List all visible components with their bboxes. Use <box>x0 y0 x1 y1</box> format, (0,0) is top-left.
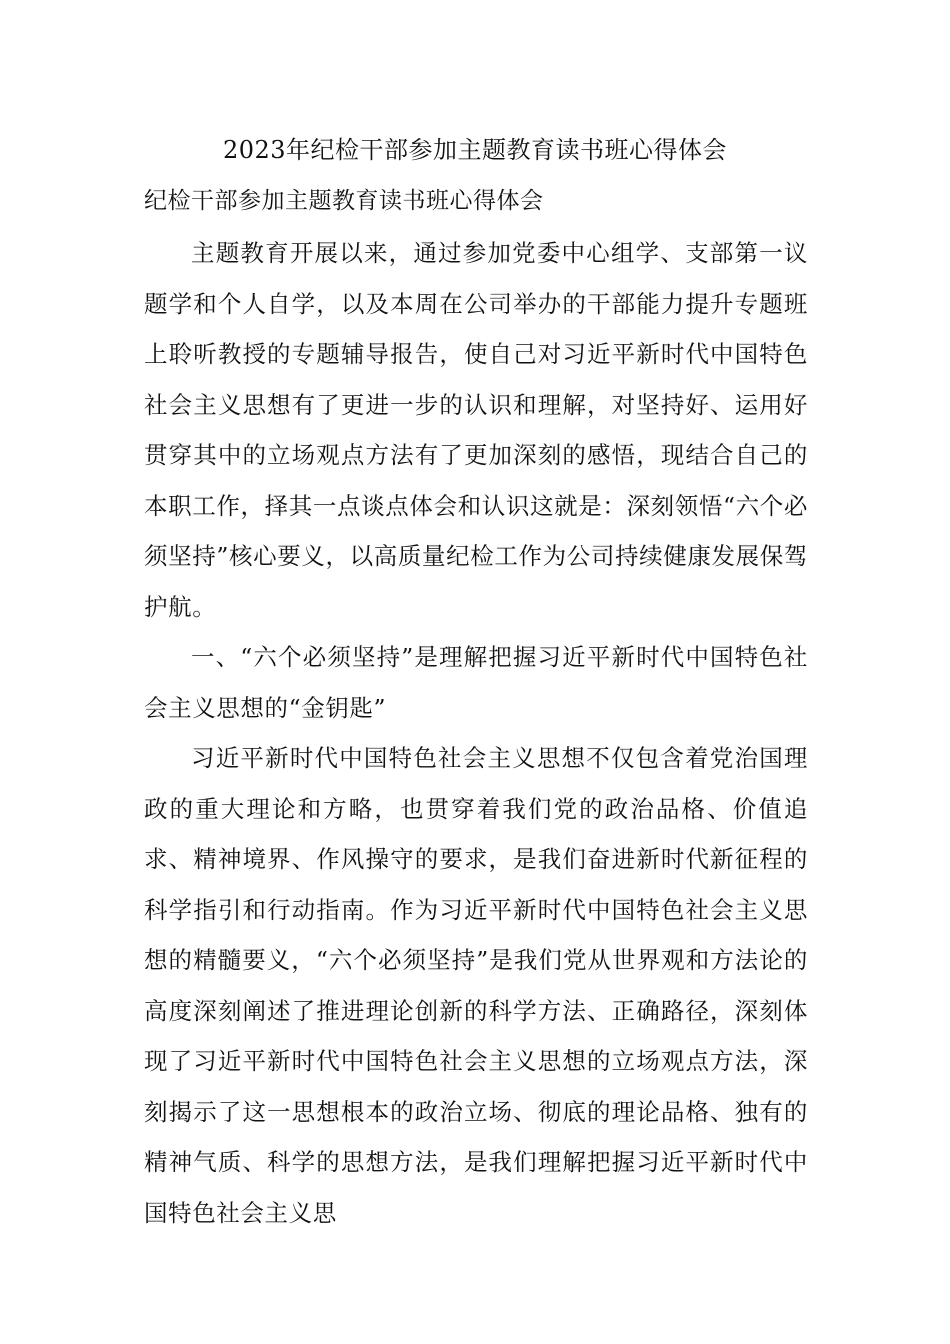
document-title: 2023年纪检干部参加主题教育读书班心得体会 <box>222 136 728 164</box>
paragraph-intro: 主题教育开展以来，通过参加党委中心组学、支部第一议题学和个人自学，以及本周在公司举办的干部能力提升专题班上聆听教授的专题辅导报告，使自己对习近平新时代中国特色社会主义思想有了更进一步的认识和理解，对坚持好、运用好贯穿其中的立场观点方法有了更加深刻的感悟，现结合自己的本职工作，择其一点谈点体会和认识这就是：深刻领悟“六个必须坚持”核心要义，以高质量纪检工作为公司持续健康发展保驾护航。 <box>144 239 808 621</box>
section-heading-one: 一、“六个必须坚持”是理解把握习近平新时代中国特色社会主义思想的“金钥匙” <box>144 643 808 722</box>
document-subtitle: 纪检干部参加主题教育读书班心得体会 <box>144 188 544 214</box>
document-body <box>144 228 808 1238</box>
paragraph-section-one: 习近平新时代中国特色社会主义思想不仅包含着党治国理政的重大理论和方略，也贯穿着我们党的政治品格、价值追求、精神境界、作风操守的要求，是我们奋进新时代新征程的科学指引和行动指南。作为习近平新时代中国特色社会主义思想的精髓要义，“六个必须坚持”是我们党从世界观和方法论的高度深刻阐述了推进理论创新的科学方法、正确路径，深刻体现了习近平新时代中国特色社会主义思想的立场观点方法，深刻揭示了这一思想根本的政治立场、彻底的理论品格、独有的精神气质、科学的思想方法，是我们理解把握习近平新时代中国特色社会主义思 <box>144 744 808 1227</box>
